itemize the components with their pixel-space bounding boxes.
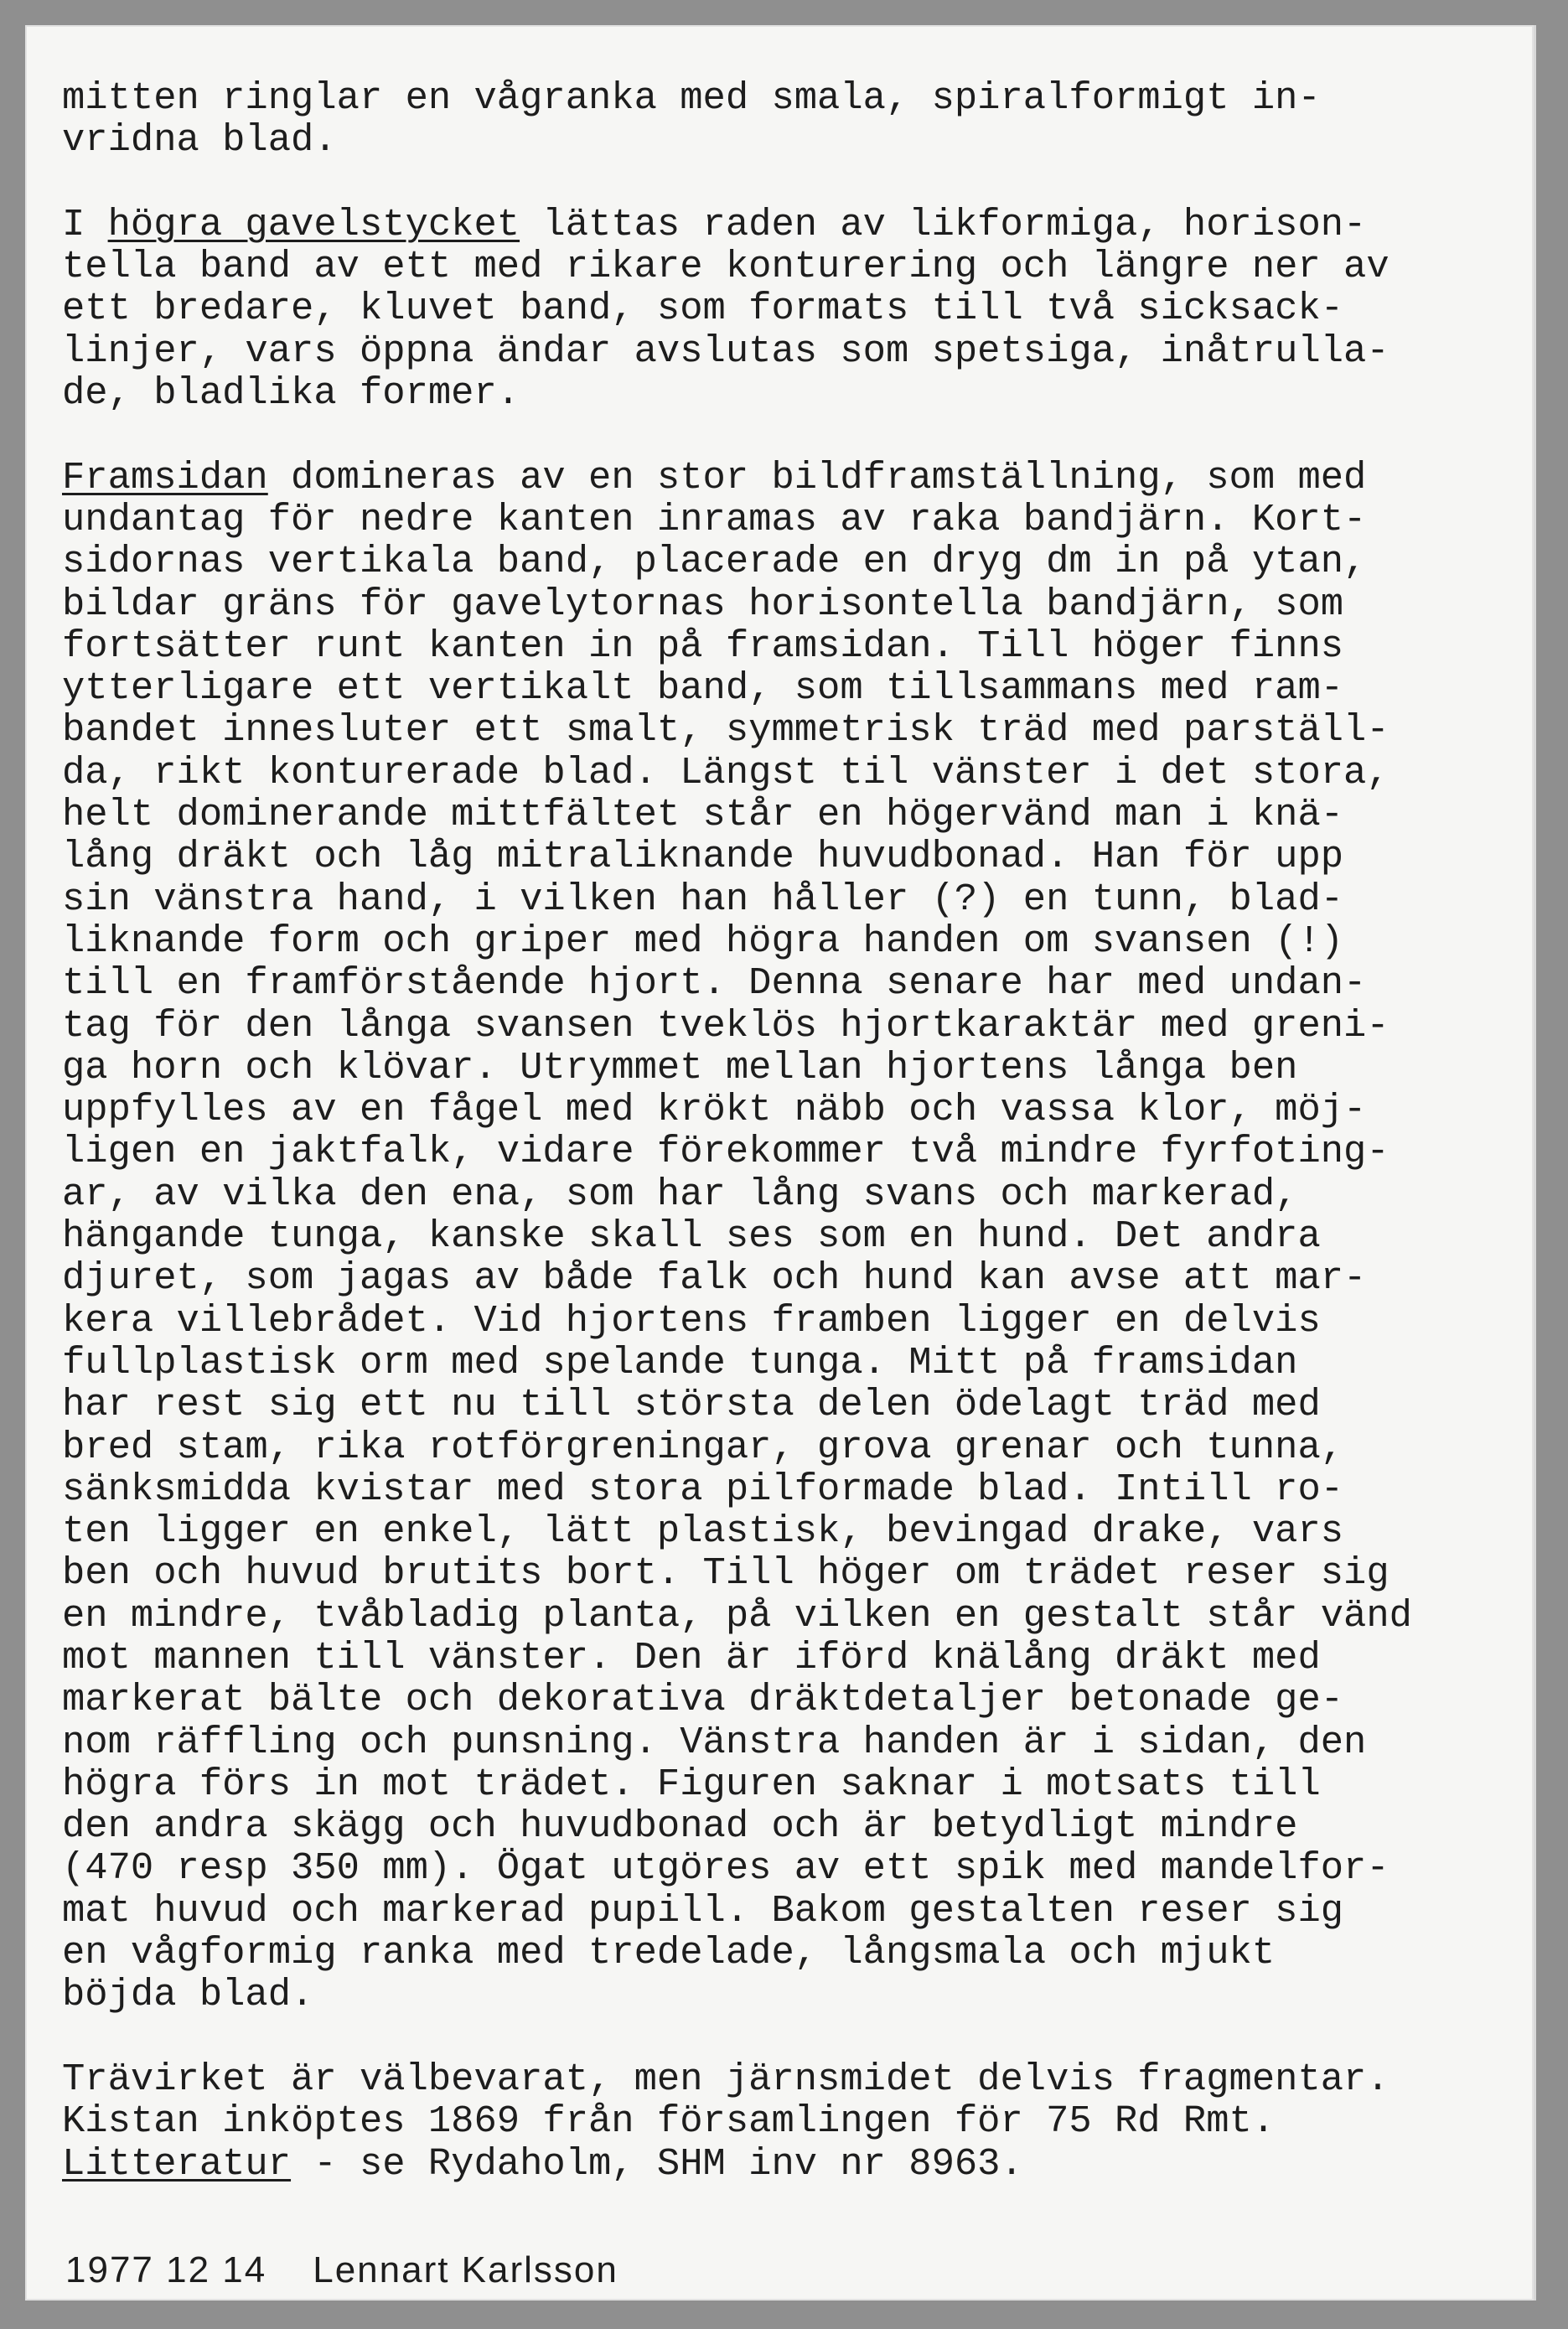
text-line: ytterligare ett vertikalt band, som tillsammans med ram- (62, 666, 1344, 711)
text-line: bildar gräns för gavelytornas horisontella bandjärn, som (62, 582, 1344, 626)
text-line (62, 457, 1537, 499)
text-line: liknande form och griper med högra handen om svansen (!) (62, 919, 1344, 963)
text-line: sin vänstra hand, i vilken han håller (?) en tunn, blad- (62, 877, 1344, 921)
text-line: den andra skägg och huvudbonad och är betydligt mindre (62, 1804, 1298, 1849)
text-line: mitten ringlar en vågranka med smala, spiralformigt in- (62, 76, 1321, 120)
text-line: de, bladlika former. (62, 371, 520, 416)
text-line: undantag för nedre kanten inramas av raka bandjärn. Kort- (62, 497, 1367, 541)
text-line: helt dominerande mittfältet står en högervänd man i knä- (62, 793, 1344, 837)
text-line: ben och huvud brutits bort. Till höger om trädet reser sig (62, 1551, 1389, 1596)
date: 1977 12 14 (65, 2249, 267, 2290)
text-line (62, 2143, 1537, 2185)
text-line: tella band av ett med rikare konturering och längre ner av (62, 245, 1389, 289)
text-line: mot mannen till vänster. Den är iförd knälång dräkt med (62, 1635, 1321, 1679)
text-line: mat huvud och markerad pupill. Bakom gestalten reser sig (62, 1888, 1344, 1933)
text-line: ga horn och klövar. Utrymmet mellan hjortens långa ben (62, 1045, 1298, 1089)
underlined-term: Framsidan (62, 455, 268, 499)
text-line: en vågformig ranka med tredelade, långsmala och mjukt (62, 1931, 1276, 1975)
paragraph-gap (62, 162, 1537, 204)
text-line: linjer, vars öppna ändar avslutas som spetsiga, inåtrulla- (62, 329, 1389, 373)
text-line: fortsätter runt kanten in på framsidan. Till höger finns (62, 624, 1344, 668)
text-line: tag för den långa svansen tveklös hjortkaraktär med greni- (62, 1003, 1389, 1048)
text-line: kera villebrådet. Vid hjortens framben ligger en delvis (62, 1298, 1321, 1343)
text-line: till en framförstående hjort. Denna senare har med undan- (62, 961, 1367, 1006)
card-footer (65, 2249, 618, 2291)
text-line: bandet innesluter ett smalt, symmetrisk träd med parställ- (62, 708, 1389, 753)
text-line: ten ligger en enkel, lätt plastisk, bevingad drake, vars (62, 1509, 1344, 1554)
text-line: högra förs in mot trädet. Figuren saknar i motsats till (62, 1762, 1321, 1806)
text-line: sidornas vertikala band, placerade en dryg dm in på ytan, (62, 540, 1367, 584)
text-line: har rest sig ett nu till största delen ödelagt träd med (62, 1383, 1321, 1427)
text-line: en mindre, tvåbladig planta, på vilken en gestalt står vänd (62, 1593, 1412, 1638)
underlined-term: Litteratur (62, 2141, 292, 2186)
text-fragment: - se Rydaholm, SHM inv nr 8963. (291, 2141, 1023, 2186)
text-line: markerat bälte och dekorativa dräktdetaljer betonade ge- (62, 1678, 1344, 1722)
text-line: Trävirket är välbevarat, men järnsmidet delvis fragmentar. (62, 2057, 1389, 2101)
text-line: bred stam, rika rotförgreningar, grova grenar och tunna, (62, 1425, 1344, 1469)
text-fragment: lättas raden av likformiga, horison- (520, 202, 1367, 246)
typewritten-text (62, 77, 1537, 2185)
text-line (62, 204, 1537, 246)
underlined-term: högra gavelstycket (107, 202, 520, 246)
text-line: böjda blad. (62, 1973, 314, 2017)
paragraph-gap (62, 2016, 1537, 2058)
text-line: lång dräkt och låg mitraliknande huvudbonad. Han för upp (62, 835, 1344, 879)
paragraph-gap (62, 414, 1537, 456)
author: Lennart Karlsson (313, 2249, 618, 2290)
text-line: da, rikt konturerade blad. Längst til vänster i det stora, (62, 750, 1389, 794)
text-line: ar, av vilka den ena, som har lång svans och markerad, (62, 1172, 1298, 1216)
catalog-card (25, 25, 1536, 2301)
text-line: sänksmidda kvistar med stora pilformade blad. Intill ro- (62, 1467, 1344, 1511)
text-line: uppfylles av en fågel med krökt näbb och vassa klor, möj- (62, 1088, 1367, 1132)
text-fragment: domineras av en stor bildframställning, som med (267, 455, 1367, 499)
text-line: djuret, som jagas av både falk och hund kan avse att mar- (62, 1256, 1367, 1301)
text-line: ligen en jaktfalk, vidare förekommer två mindre fyrfoting- (62, 1130, 1389, 1174)
text-line: ett bredare, kluvet band, som formats till två sicksack- (62, 287, 1344, 331)
text-line: (470 resp 350 mm). Ögat utgöres av ett spik med mandelfor- (62, 1846, 1389, 1891)
text-line: fullplastisk orm med spelande tunga. Mitt på framsidan (62, 1340, 1298, 1384)
paragraph-framsidan (62, 499, 1537, 2016)
text-fragment: I (62, 202, 108, 246)
text-line: vridna blad. (62, 118, 337, 163)
text-line: Kistan inköptes 1869 från församlingen för 75 Rd Rmt. (62, 2099, 1276, 2144)
text-line: nom räffling och punsning. Vänstra handen är i sidan, den (62, 1720, 1367, 1764)
text-line: hängande tunga, kanske skall ses som en hund. Det andra (62, 1214, 1321, 1259)
